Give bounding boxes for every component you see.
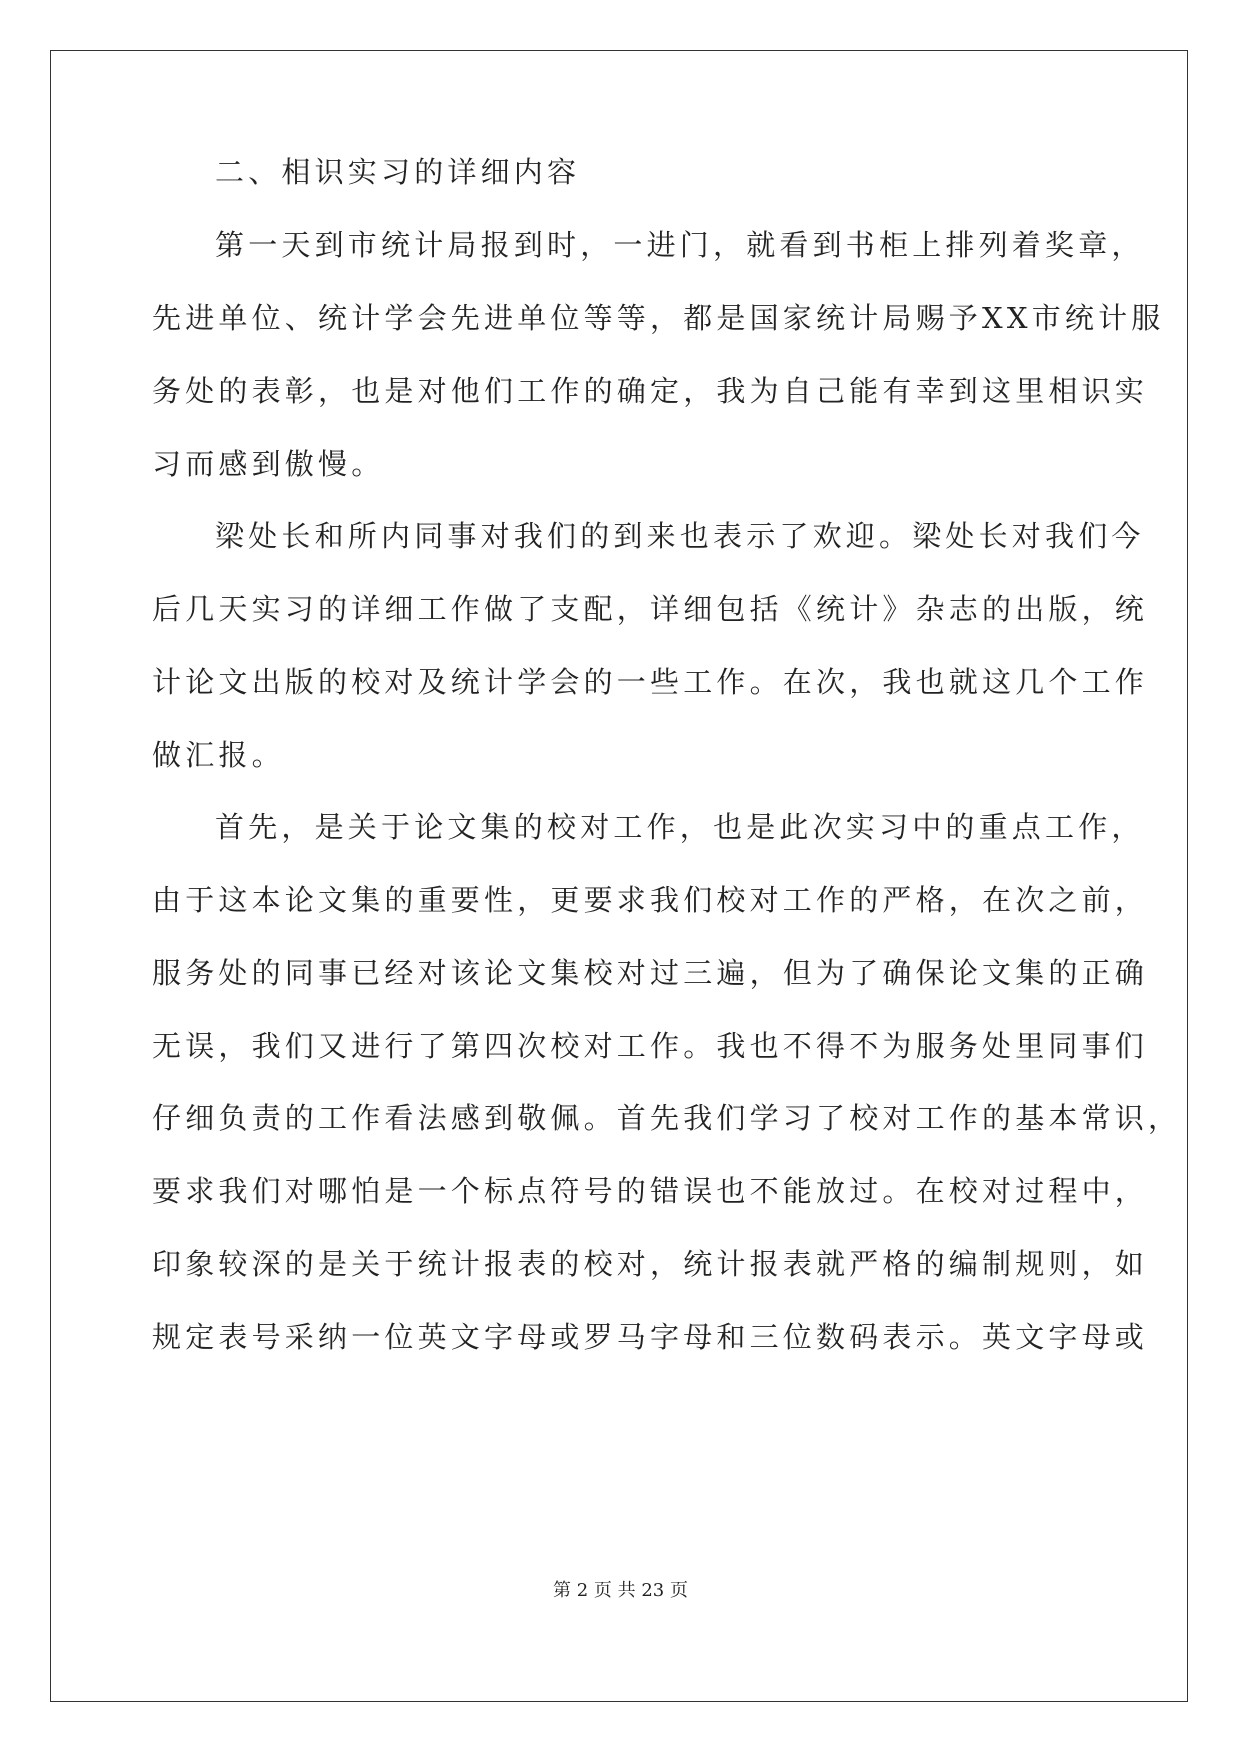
paragraph-line: 务处的表彰，也是对他们工作的确定，我为自己能有幸到这里相识实	[152, 374, 1149, 408]
paragraph-line: 梁处长和所内同事对我们的到来也表示了欢迎。梁处长对我们今	[215, 519, 1145, 553]
paragraph-line: 先进单位、统计学会先进单位等等，都是国家统计局赐予XX市统计服	[152, 301, 1165, 335]
page-number-footer: 第 2 页 共 23 页	[553, 1580, 688, 1601]
paragraph-line: 习而感到傲慢。	[152, 447, 385, 481]
paragraph-line: 仔细负责的工作看法感到敬佩。首先我们学习了校对工作的基本常识，	[152, 1101, 1182, 1135]
paragraph-line: 后几天实习的详细工作做了支配，详细包括《统计》杂志的出版，统	[152, 592, 1149, 626]
paragraph-line: 第一天到市统计局报到时，一进门，就看到书柜上排列着奖章，	[215, 228, 1145, 262]
paragraph-line: 服务处的同事已经对该论文集校对过三遍，但为了确保论文集的正确	[152, 956, 1149, 990]
section-heading: 二、相识实习的详细内容	[215, 155, 581, 189]
paragraph-line: 计论文出版的校对及统计学会的一些工作。在次，我也就这几个工作	[152, 665, 1149, 699]
paragraph-line: 要求我们对哪怕是一个标点符号的错误也不能放过。在校对过程中，	[152, 1174, 1149, 1208]
paragraph-line: 印象较深的是关于统计报表的校对，统计报表就严格的编制规则，如	[152, 1247, 1149, 1281]
paragraph-line: 无误，我们又进行了第四次校对工作。我也不得不为服务处里同事们	[152, 1029, 1149, 1063]
paragraph-line: 首先，是关于论文集的校对工作，也是此次实习中的重点工作，	[215, 810, 1145, 844]
paragraph-line: 由于这本论文集的重要性，更要求我们校对工作的严格，在次之前，	[152, 883, 1149, 917]
paragraph-line: 规定表号采纳一位英文字母或罗马字母和三位数码表示。英文字母或	[152, 1320, 1149, 1354]
paragraph-line: 做汇报。	[152, 738, 285, 772]
